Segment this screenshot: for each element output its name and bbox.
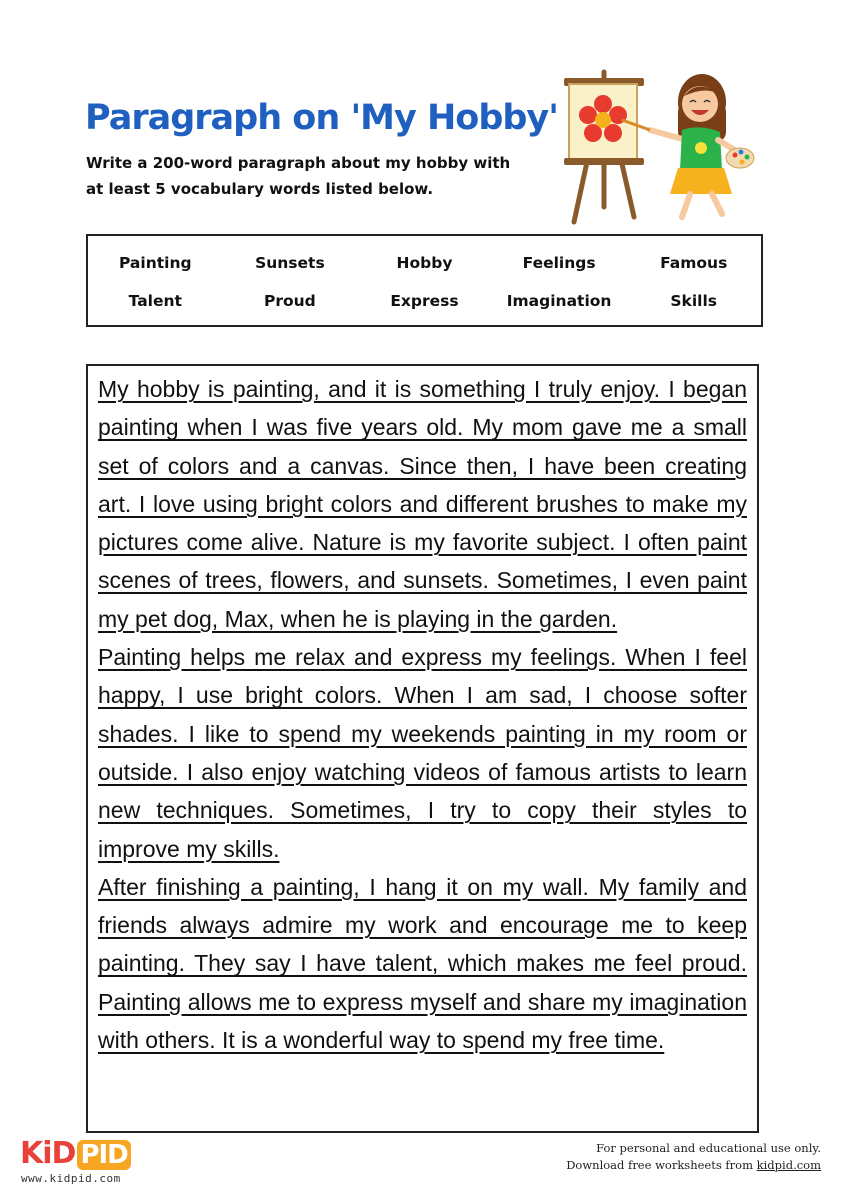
footer-download-text: Download free worksheets from bbox=[566, 1158, 757, 1172]
paragraph-box bbox=[86, 364, 759, 1133]
vocab-word: Hobby bbox=[396, 254, 453, 272]
vocabulary-grid bbox=[88, 236, 761, 320]
page-title: Paragraph on 'My Hobby' bbox=[85, 98, 558, 138]
instructions: Write a 200-word paragraph about my hobby with at least 5 vocabulary words listed below. bbox=[86, 154, 511, 198]
vocab-word: Talent bbox=[128, 292, 182, 310]
footer bbox=[566, 1140, 821, 1174]
vocab-word: Famous bbox=[660, 254, 728, 272]
vocab-word: Proud bbox=[263, 292, 316, 310]
vocab-word: Painting bbox=[118, 254, 192, 272]
footer-download-line bbox=[566, 1157, 821, 1174]
logo-url: www.kidpid.com bbox=[21, 1172, 121, 1185]
footer-kidpid-link[interactable]: kidpid.com bbox=[756, 1158, 821, 1172]
logo-kid-text: KiD bbox=[20, 1136, 76, 1171]
vocab-word: Feelings bbox=[522, 254, 596, 272]
paragraph-2: Painting helps me relax and express my feelings. When I feel happy, I use bright colors. When I am sad, I choose softer shades. I like to spend my weekends painting in my room or outside. I also enjoy watching videos of famous artists to learn new techniques. Sometimes, I try to copy their styles to improve my skills. bbox=[98, 644, 747, 862]
vocabulary-box bbox=[86, 234, 763, 327]
kidpid-logo bbox=[20, 1137, 131, 1172]
vocab-word: Sunsets bbox=[255, 254, 325, 272]
vocab-word: Imagination bbox=[506, 292, 612, 310]
vocab-word: Express bbox=[390, 292, 459, 310]
girl-painting-illustration bbox=[560, 62, 755, 227]
paragraph-3: After finishing a painting, I hang it on my wall. My family and friends always admire my work and encourage me to keep painting. They say I have talent, which makes me feel proud. Painting allows me to express myself and share my imagination with others. It is a wonderful way to spend my free time. bbox=[98, 873, 747, 1054]
footer-usage-note: For personal and educational use only. bbox=[596, 1141, 821, 1155]
vocab-word: Skills bbox=[670, 292, 718, 310]
paragraph-1: My hobby is painting, and it is something I truly enjoy. I began painting when I was five years old. My mom gave me a small set of colors and a canvas. Since then, I have been creating art. I love using bright colors and different brushes to make my pictures come alive. Nature is my favorite subject. I often paint scenes of trees, flowers, and sunsets. Sometimes, I even paint my pet dog, Max, when he is playing in the garden. bbox=[98, 376, 747, 632]
logo-pid-text: PID bbox=[77, 1140, 130, 1170]
